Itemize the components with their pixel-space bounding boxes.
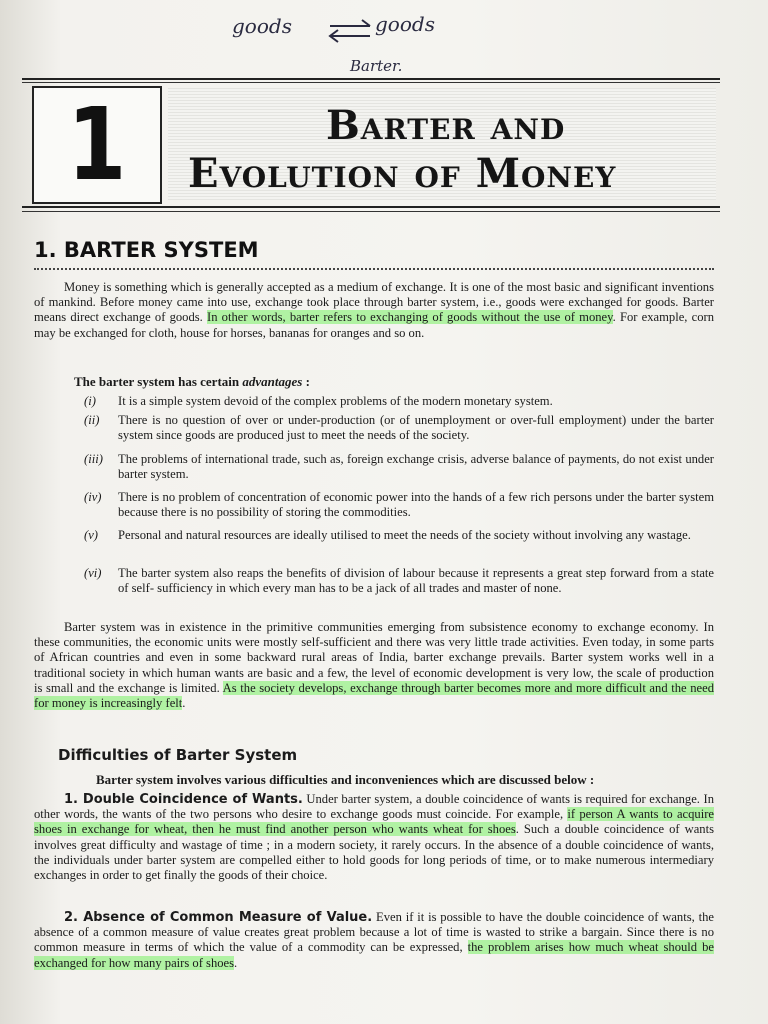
- advantage-item: (iv) There is no problem of concentration of economic power into the hands of a few rich persons under the barter system because there is no possibility of storing the commodities.: [84, 490, 714, 519]
- difficulty-double-coincidence: 1. Double Coincidence of Wants. Under barter system, a double coincidence of wants is required for exchange. In other words, the wants of the two persons who desire to exchange goods must coincide. For example, if person A wants to acquire shoes in exchange for wheat, then he must find another person who wants wheat for shoes. Such a double coincidence of wants involves great difficulty and wastage of time ; in a modern society, it rarely occurs. In the absence of a double coincidence of wants, the individuals under barter system are compelled either to hold goods for long periods of time, or to make numerous intermediary exchanges in order to get finally the goods of their choice.: [34, 792, 714, 883]
- advantage-item: (iii) The problems of international trade, such as, foreign exchange crisis, adverse balance of payments, do not exist under barter system.: [84, 452, 714, 481]
- header-bottom-rule: [22, 206, 720, 208]
- chapter-number-box: [32, 86, 162, 204]
- handwritten-goods-left: goods: [232, 14, 292, 38]
- advantages-lead: The barter system has certain advantages :: [74, 374, 310, 389]
- highlight: In other words, barter refers to exchanging of goods without the use of money: [207, 310, 613, 325]
- difficulties-heading: Difficulties of Barter System: [58, 746, 298, 764]
- handwritten-goods-right: goods: [375, 12, 435, 36]
- advantage-item: (vi) The barter system also reaps the benefits of division of labour because it represents a great step forward from a state of self- sufficiency in which every man has to be a jack of all trades and master of none.: [84, 566, 714, 595]
- highlight: As the society develops, exchange through barter becomes more and more difficult and the need for money is increasingly felt: [34, 680, 715, 711]
- header-top-rule-thin: [22, 82, 720, 83]
- existence-paragraph: Barter system was in existence in the primitive communities emerging from subsistence economy to exchange economy. In these communities, the economic units were mostly self-sufficient and there was very little trade activities. Even today, in some parts of African countries and even in some backward rural areas of India, barter exchange prevails. Barter system works well in a traditional society in which human wants are basic and a few, the level of economic development is very low, the scale of production is small and the exchange is limited. As the society develops, exchange through barter becomes more and more difficult and the need for money is increasingly felt.: [34, 620, 715, 711]
- chapter-title-box: [168, 88, 716, 200]
- intro-paragraph: Money is something which is generally accepted as a medium of exchange. It is one of the most basic and significant inventions of mankind. Before money came into use, exchange took place through barter system, i.e., goods were exchanged for goods. Barter means direct exchange of goods. In other words, barter refers to exchanging of goods without the use of money. For example, corn may be exchanged for cloth, house for horses, bananas for oranges and so on.: [34, 280, 714, 340]
- header-bottom-rule-thin: [22, 211, 720, 212]
- exchange-arrows-icon: [326, 18, 374, 44]
- chapter-header: [22, 78, 720, 218]
- chapter-number: 1: [67, 86, 127, 203]
- section-divider: [34, 268, 714, 270]
- highlight: the problem arises how much wheat should be exchanged for how many pairs of shoes: [34, 940, 715, 970]
- advantage-item: (i) It is a simple system devoid of the complex problems of the modern monetary system.: [84, 394, 553, 408]
- handwritten-barter: Barter.: [350, 57, 403, 75]
- header-top-rule: [22, 78, 720, 80]
- advantage-item: (v) Personal and natural resources are ideally utilised to meet the needs of the society without involving any wastage.: [84, 528, 691, 542]
- difficulty-common-measure: 2. Absence of Common Measure of Value. Even if it is possible to have the double coincidence of wants, the absence of a common measure of value creates great problem because a lot of time is wasted to strike a bargain. Since there is no common measure in terms of which the value of a commodity can be expressed, the problem arises how much wheat should be exchanged for how many pairs of shoes.: [34, 910, 715, 970]
- chapter-title-line1: Barter and: [326, 102, 566, 149]
- difficulties-lead: Barter system involves various difficulties and inconveniences which are discussed below :: [96, 772, 595, 787]
- highlight: if person A wants to acquire shoes in exchange for wheat, then he must find another person who wants wheat for shoes: [34, 807, 714, 837]
- chapter-title-line2: Evolution of Money: [188, 150, 617, 197]
- section-title: 1. BARTER SYSTEM: [34, 238, 259, 262]
- advantage-item: (ii) There is no question of over or under-production (or of unemployment or over-full employment) under the barter system since goods are produced just to meet the needs of the society.: [84, 413, 714, 442]
